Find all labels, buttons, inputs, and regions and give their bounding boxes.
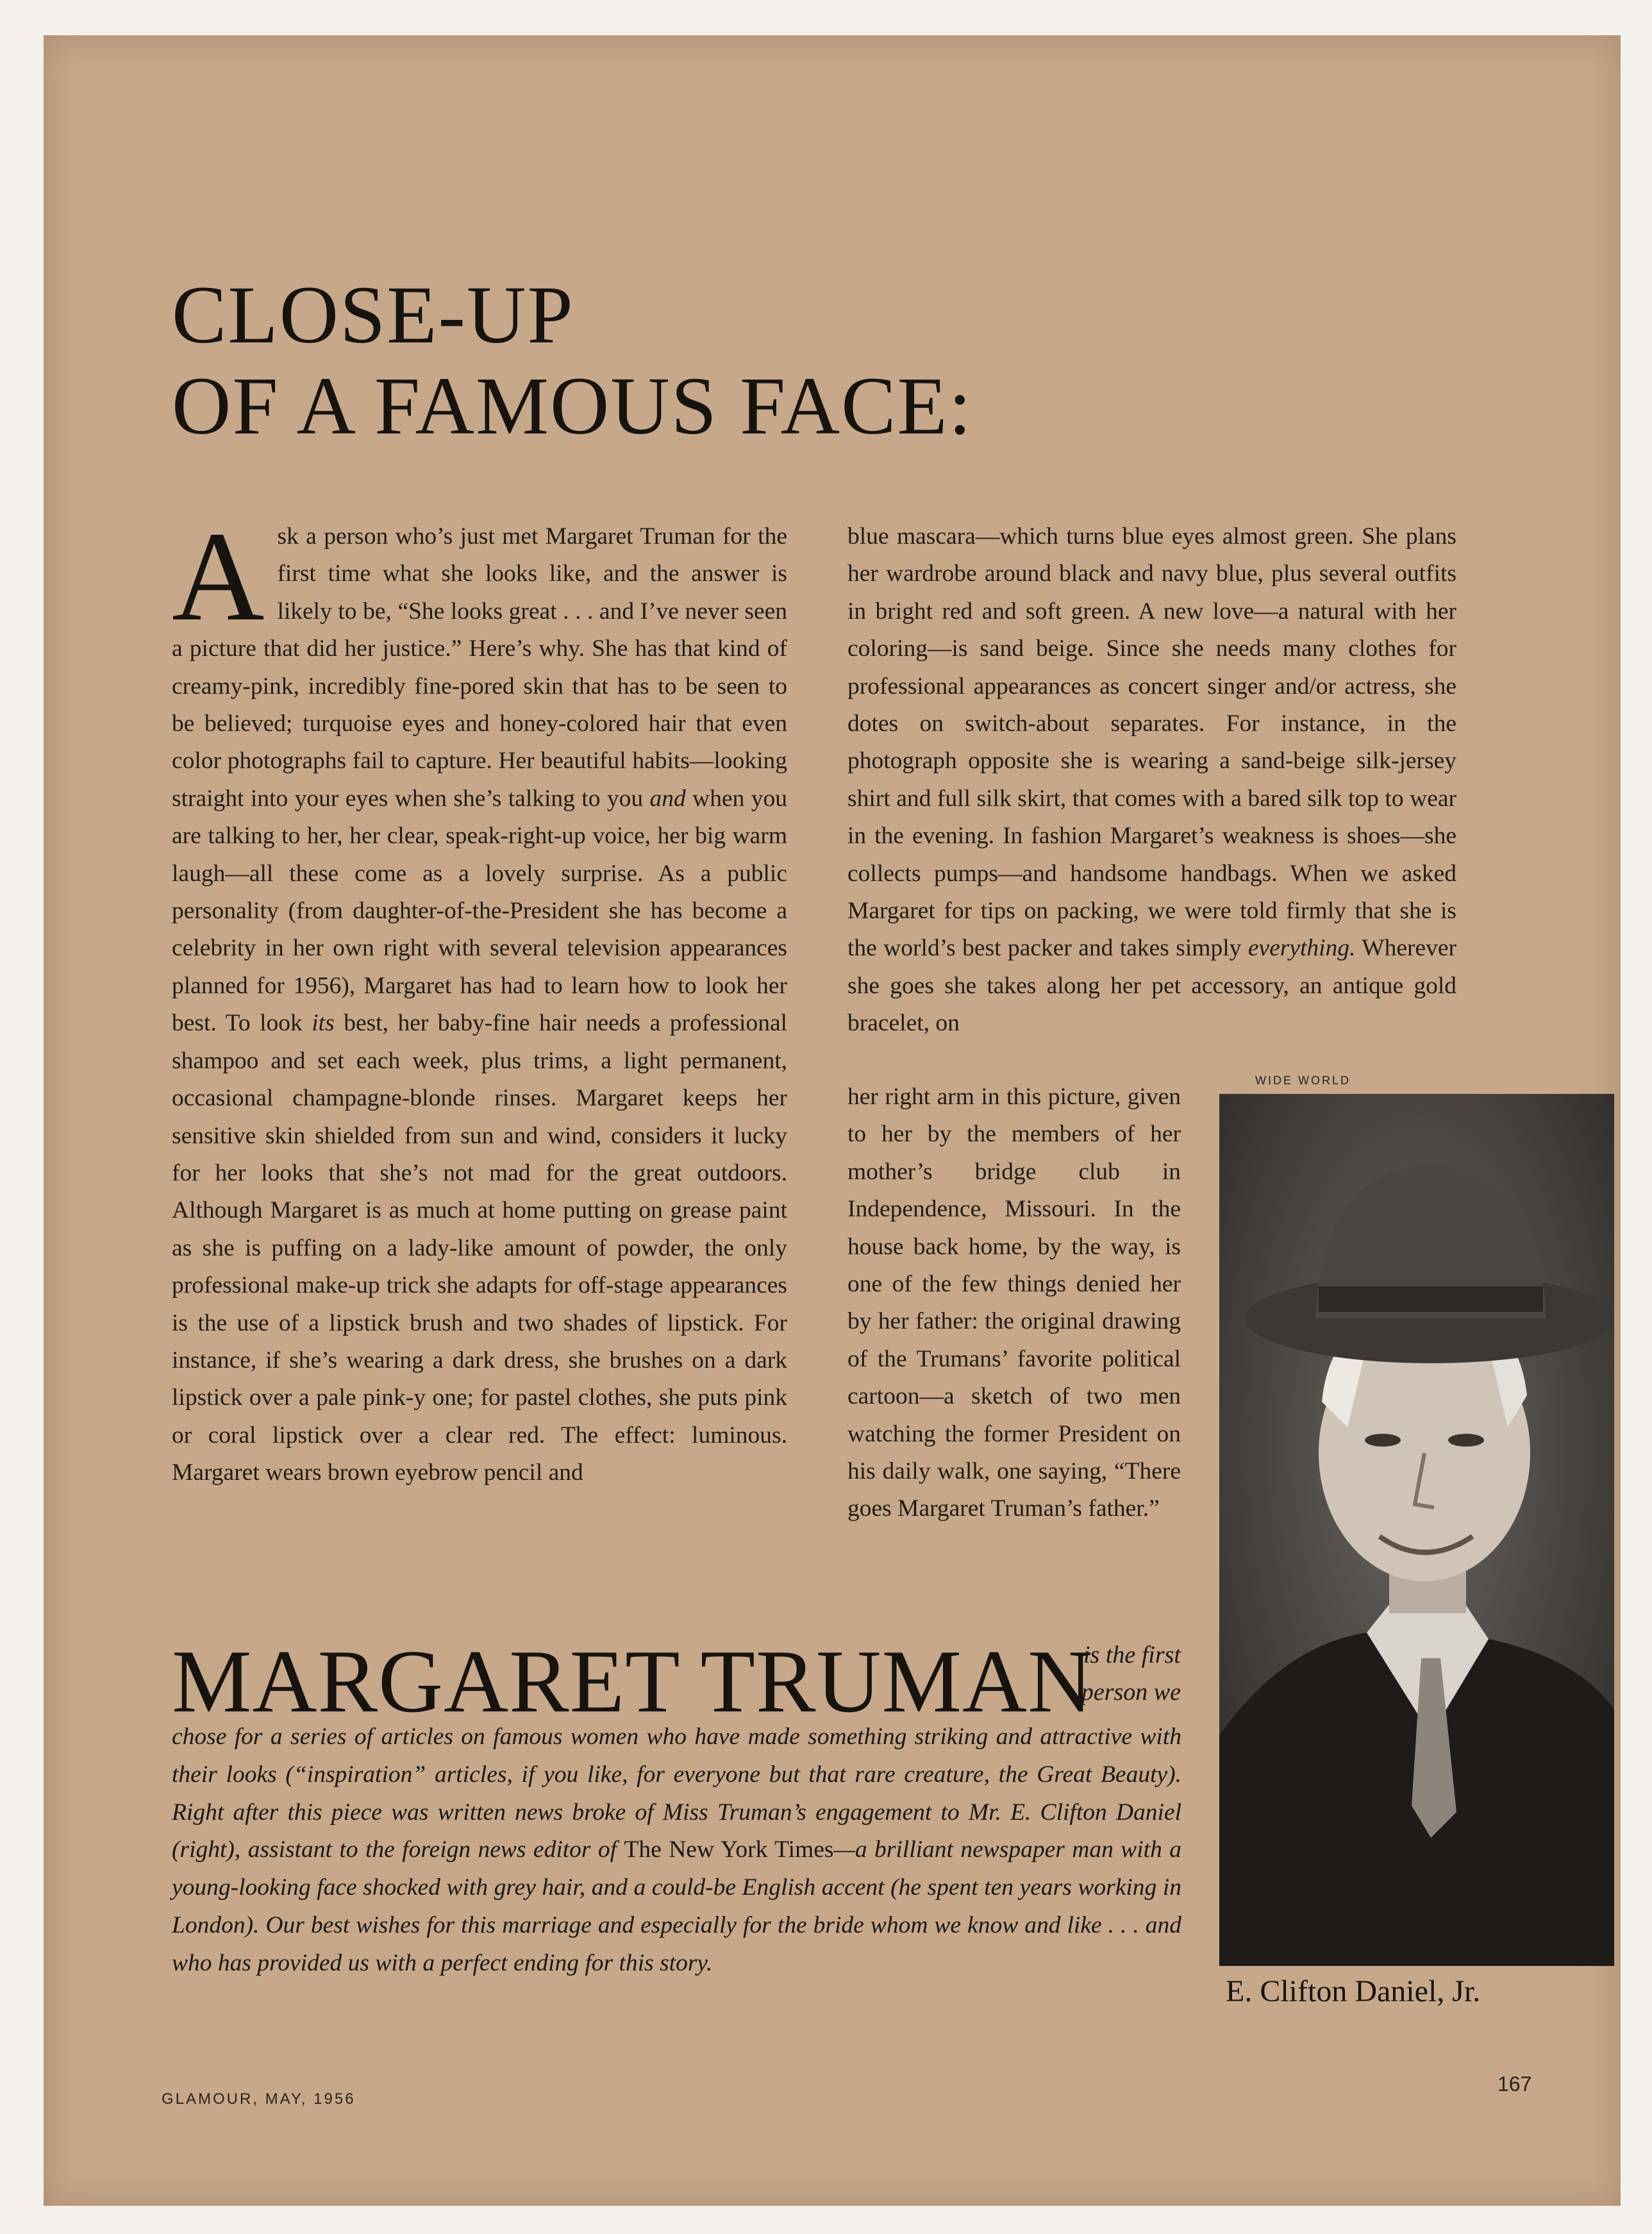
- photo-credit: WIDE WORLD: [1255, 1074, 1351, 1087]
- article-column-2: [847, 518, 1456, 1043]
- headline-line-2: OF A FAMOUS FACE:: [172, 360, 973, 451]
- emphasis-and: and: [649, 785, 686, 812]
- sidebar-text-b: —a brilliant newspaper man with a young-looking face shocked with grey hair, and a could-be English accent (he spent ten years working in London). Our best wishes for this marriage and especially for the bride whom we know and like . . . and who has provided us with a perfect ending for this story.: [172, 1836, 1182, 1976]
- column-1-text-b: when you are talking to her, her clear, speak-right-up voice, her big warm laugh—all these come as a lovely surprise. As a public personality (from daughter-of-the-President she has become a celebrity in her own right with several television appearances planned for 1956), Margaret has had to learn how to look her best. To look: [172, 785, 788, 1037]
- sidebar-paragraph: [172, 1718, 1181, 1983]
- newspaper-name: The New York Times: [624, 1836, 834, 1863]
- sidebar-text-a: chose for a series of articles on famous women who have made something striking and attractive with their looks (“inspiration” articles, if you like, for everyone but that rare creature, the Great Beauty). Right after this piece was written news broke of Miss Truman’s engagement to Mr. E. Clifton Daniel (right), assistant to the foreign news editor of: [172, 1724, 1181, 1863]
- article-headline: [172, 269, 1069, 451]
- article-column-1: [172, 506, 788, 1492]
- drop-cap: A: [172, 506, 265, 648]
- emphasis-everything: everything.: [1247, 935, 1356, 962]
- portrait-photo: [1219, 1094, 1614, 1966]
- headline-line-1: CLOSE-UP: [172, 269, 574, 360]
- column-1-text-a: sk a person who’s just met Margaret Truman for the first time what she looks like, and the answer is likely to be, “She looks great . . . and I’ve never seen a picture that did her justice.” Here’s why. She has that kind of creamy-pink, incredibly fine-pored skin that has to be seen to be believed; turquoise eyes and honey-colored hair that even color photographs fail to capture. Her beautiful habits—looking straight into your eyes when she’s talking to you: [172, 523, 787, 812]
- page-number: 167: [1498, 2072, 1532, 2095]
- article-column-2-narrow: her right arm in this picture, given to her by the members of her mother’s bridge club in Independence, Missouri. In the house back home, by the way, is one of the few things denied her by her father: the original drawing of the Trumans’ favorite political cartoon—a sketch of two men watching the former President on his daily walk, one saying, “There goes Margaret Truman’s father.”: [847, 1084, 1181, 1522]
- photo-caption: E. Clifton Daniel, Jr.: [1226, 1974, 1481, 2008]
- column-1-text-c: best, her baby-fine hair needs a professional shampoo and set each week, plus trims, a light permanent, occasional champagne-blonde rinses. Margaret keeps her sensitive skin shielded from sun and wind, considers it lucky for her looks that she’s not mad for the great outdoors. Although Margaret is as much at home putting on grease paint as she is puffing on a lady-like amount of powder, the only professional make-up trick she adapts for off-stage appearances is the use of a lipstick brush and two shades of lipstick. For instance, if she’s wearing a dark dress, she brushes on a dark lipstick over a pale pink-y one; for pastel clothes, she puts pink or coral lipstick over a clear red. The effect: luminous. Margaret wears brown eyebrow pencil and: [172, 1010, 788, 1486]
- column-2-text-a: blue mascara—which turns blue eyes almost green. She plans her wardrobe around black and navy blue, plus several outfits in bright red and soft green. A new love—a natural with her coloring—is sand beige. Since she needs many clothes for professional appearances as concert singer and/or actress, she dotes on switch-about separates. For instance, in the photograph opposite she is wearing a sand-beige silk-jersey shirt and full silk skirt, that comes with a bared silk top to wear in the evening. In fashion Margaret’s weakness is shoes—she collects pumps—and handsome handbags. When we asked Margaret for tips on packing, we were told firmly that she is the world’s best packer and takes simply: [847, 523, 1456, 962]
- sidebar-name-heading: MARGARET TRUMAN: [172, 1632, 1094, 1731]
- column-2-text-b: Wherever she goes she takes along her pet accessory, an antique gold bracelet, on: [847, 935, 1457, 1037]
- portrait-illustration: [1219, 1094, 1614, 1966]
- sidebar-name-tail: is the first person we: [1081, 1642, 1181, 1706]
- publication-footer: GLAMOUR, MAY, 1956: [162, 2090, 356, 2108]
- emphasis-its: its: [312, 1010, 335, 1037]
